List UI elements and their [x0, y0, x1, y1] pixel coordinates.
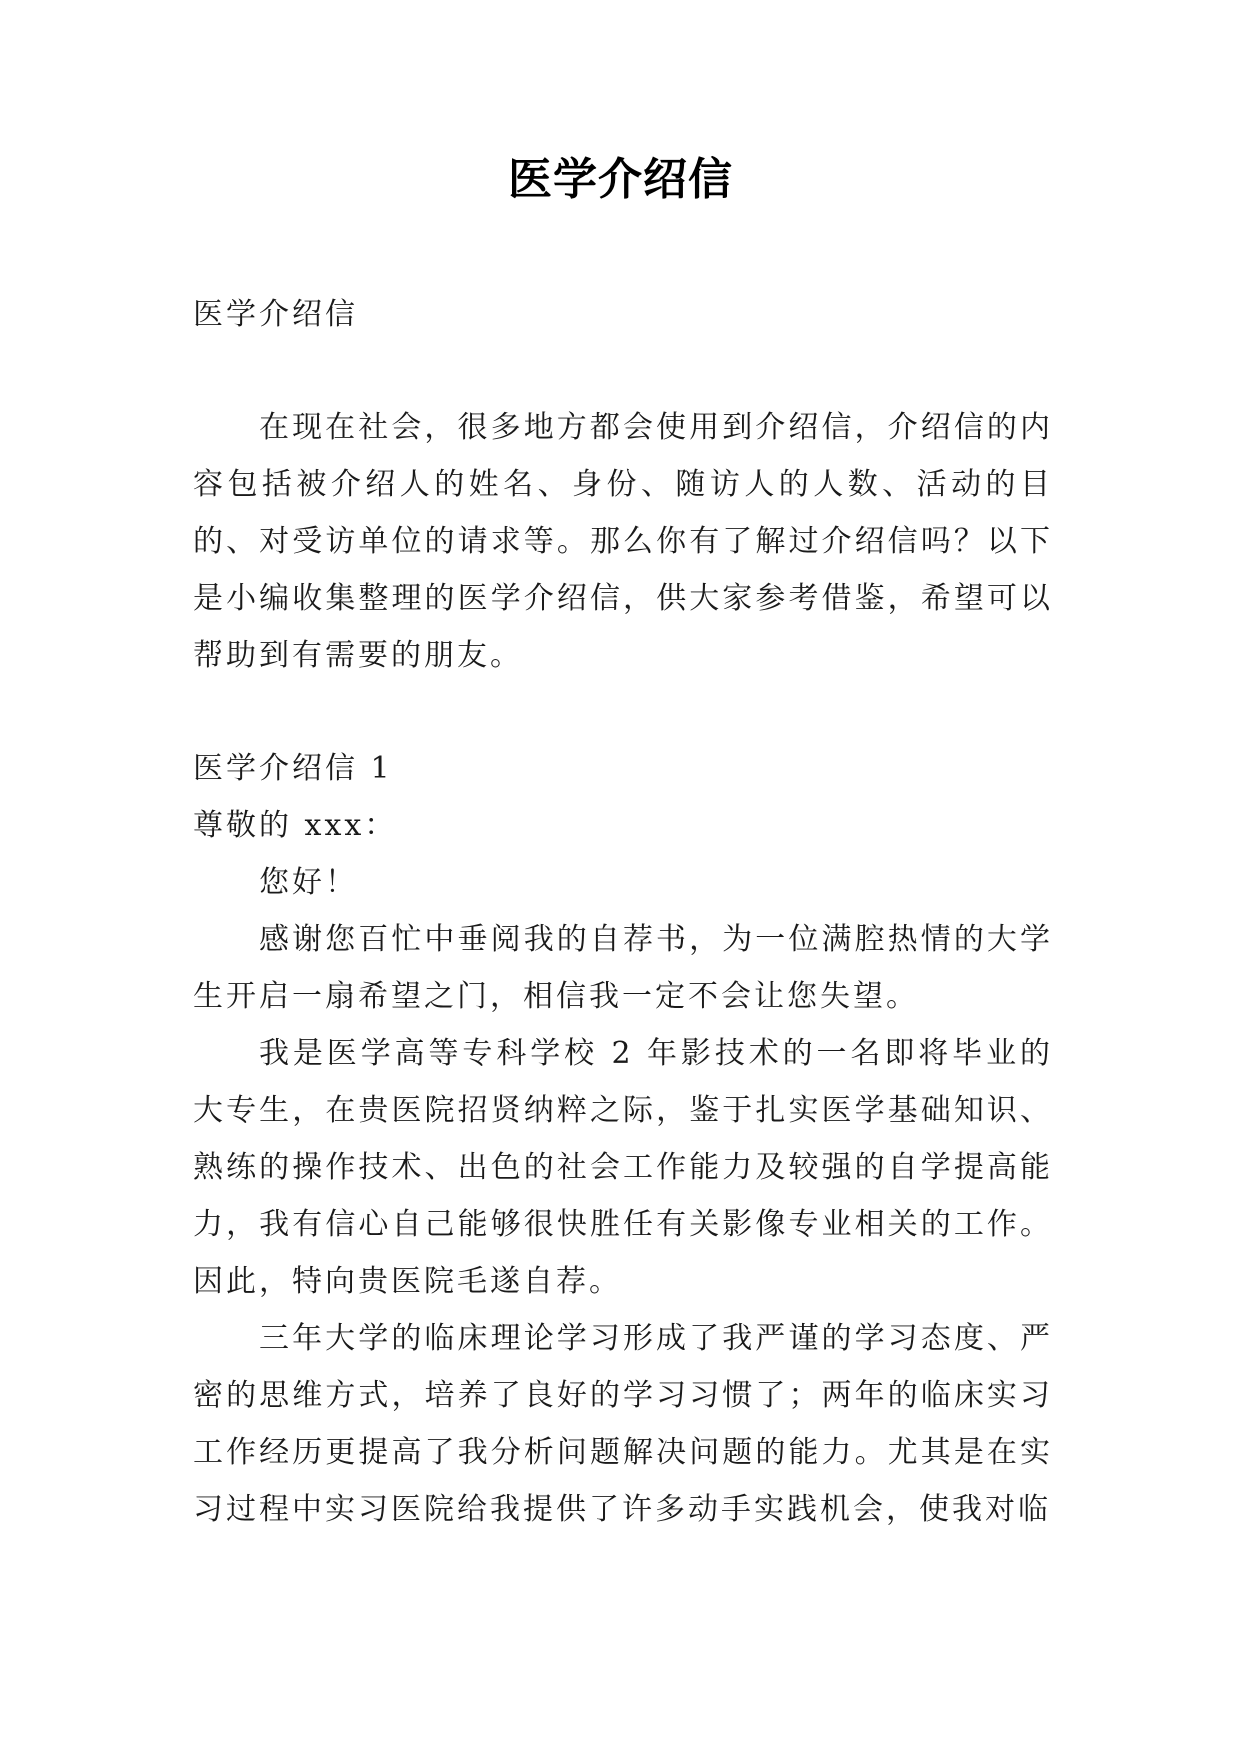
letter-paragraph: 我是医学高等专科学校 2 年影技术的一名即将毕业的大专生，在贵医院招贤纳粹之际，鉴于扎实医学基础知识、熟练的操作技术、出色的社会工作能力及较强的自学提高能力，我有信心自己能够很快胜任有关影像专业相关的工作。因此，特向贵医院毛遂自荐。: [193, 1036, 1053, 1299]
intro-paragraph: 在现在社会，很多地方都会使用到介绍信，介绍信的内容包括被介绍人的姓名、身份、随访人的人数、活动的目的、对受访单位的请求等。那么你有了解过介绍信吗？以下是小编收集整理的医学介绍信，供大家参考借鉴，希望可以帮助到有需要的朋友。: [193, 410, 1053, 673]
letter-paragraph: 感谢您百忙中垂阅我的自荐书，为一位满腔热情的大学生开启一扇希望之门，相信我一定不会让您失望。: [193, 922, 1053, 1014]
letter-paragraph: 三年大学的临床理论学习形成了我严谨的学习态度、严密的思维方式，培养了良好的学习习惯了；两年的临床实习工作经历更提高了我分析问题解决问题的能力。尤其是在实习过程中实习医院给我提供了许多动手实践机会，使我对临: [193, 1321, 1053, 1527]
document-title: 医学介绍信: [508, 154, 733, 205]
letter-greeting: 您好！: [259, 865, 358, 900]
letter-salutation: 尊敬的 xxx：: [193, 808, 398, 843]
letter-heading: 医学介绍信 1: [193, 751, 393, 786]
document-body: [193, 286, 1053, 1538]
section-subtitle: 医学介绍信: [193, 297, 358, 332]
